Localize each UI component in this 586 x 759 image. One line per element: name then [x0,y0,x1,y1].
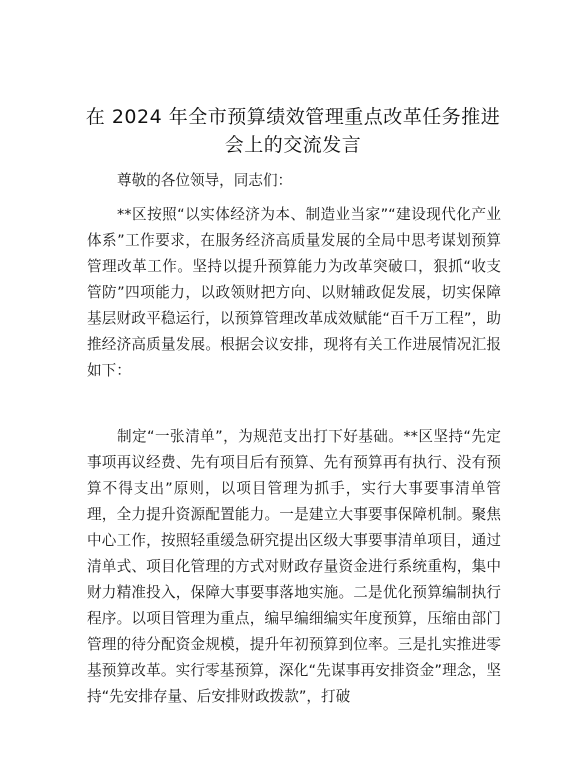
body-paragraph: **区按照“以实体经济为本、制造业当家”“建设现代化产业体系”工作要求，在服务经济高质量发展的全局中思考谋划预算管理改革工作。坚持以提升预算能力为改革突破口，狠抓“收支管防”四项能力，以政领财把方向、以财辅政促发展，切实保障基层财政平稳运行，以预算管理改革成效赋能“百千万工程”，助推经济高质量发展。根据会议安排，现将有关工作进展情况汇报如下： [87,206,501,379]
document-title: 在 2024 年全市预算绩效管理重点改革任务推进会上的交流发言 [85,106,501,156]
body-paragraph: 制定“一张清单”，为规范支出打下好基础。**区坚持“先定事项再议经费、先有项目后有预算、先有预算再有执行、没有预算不得支出”原则，以项目管理为抓手，实行大事要事清单管理，全力提升资源配置能力。一是建立大事要事保障机制。聚焦中心工作，按照轻重缓急研究提出区级大事要事清单项目，通过清单式、项目化管理的方式对财政存量资金进行系统重构，集中财力精准投入，保障大事要事落地实施。二是优化预算编制执行程序。以项目管理为重点，编早编细编实年度预算，压缩由部门管理的待分配资金规模，提升年初预算到位率。三是扎实推进零基预算改革。实行零基预算，深化“先谋事再安排资金”理念，坚持“先安排存量、后安排财政拨款”，打破 [87,428,501,705]
salutation: 尊敬的各位领导，同志们： [117,172,293,189]
